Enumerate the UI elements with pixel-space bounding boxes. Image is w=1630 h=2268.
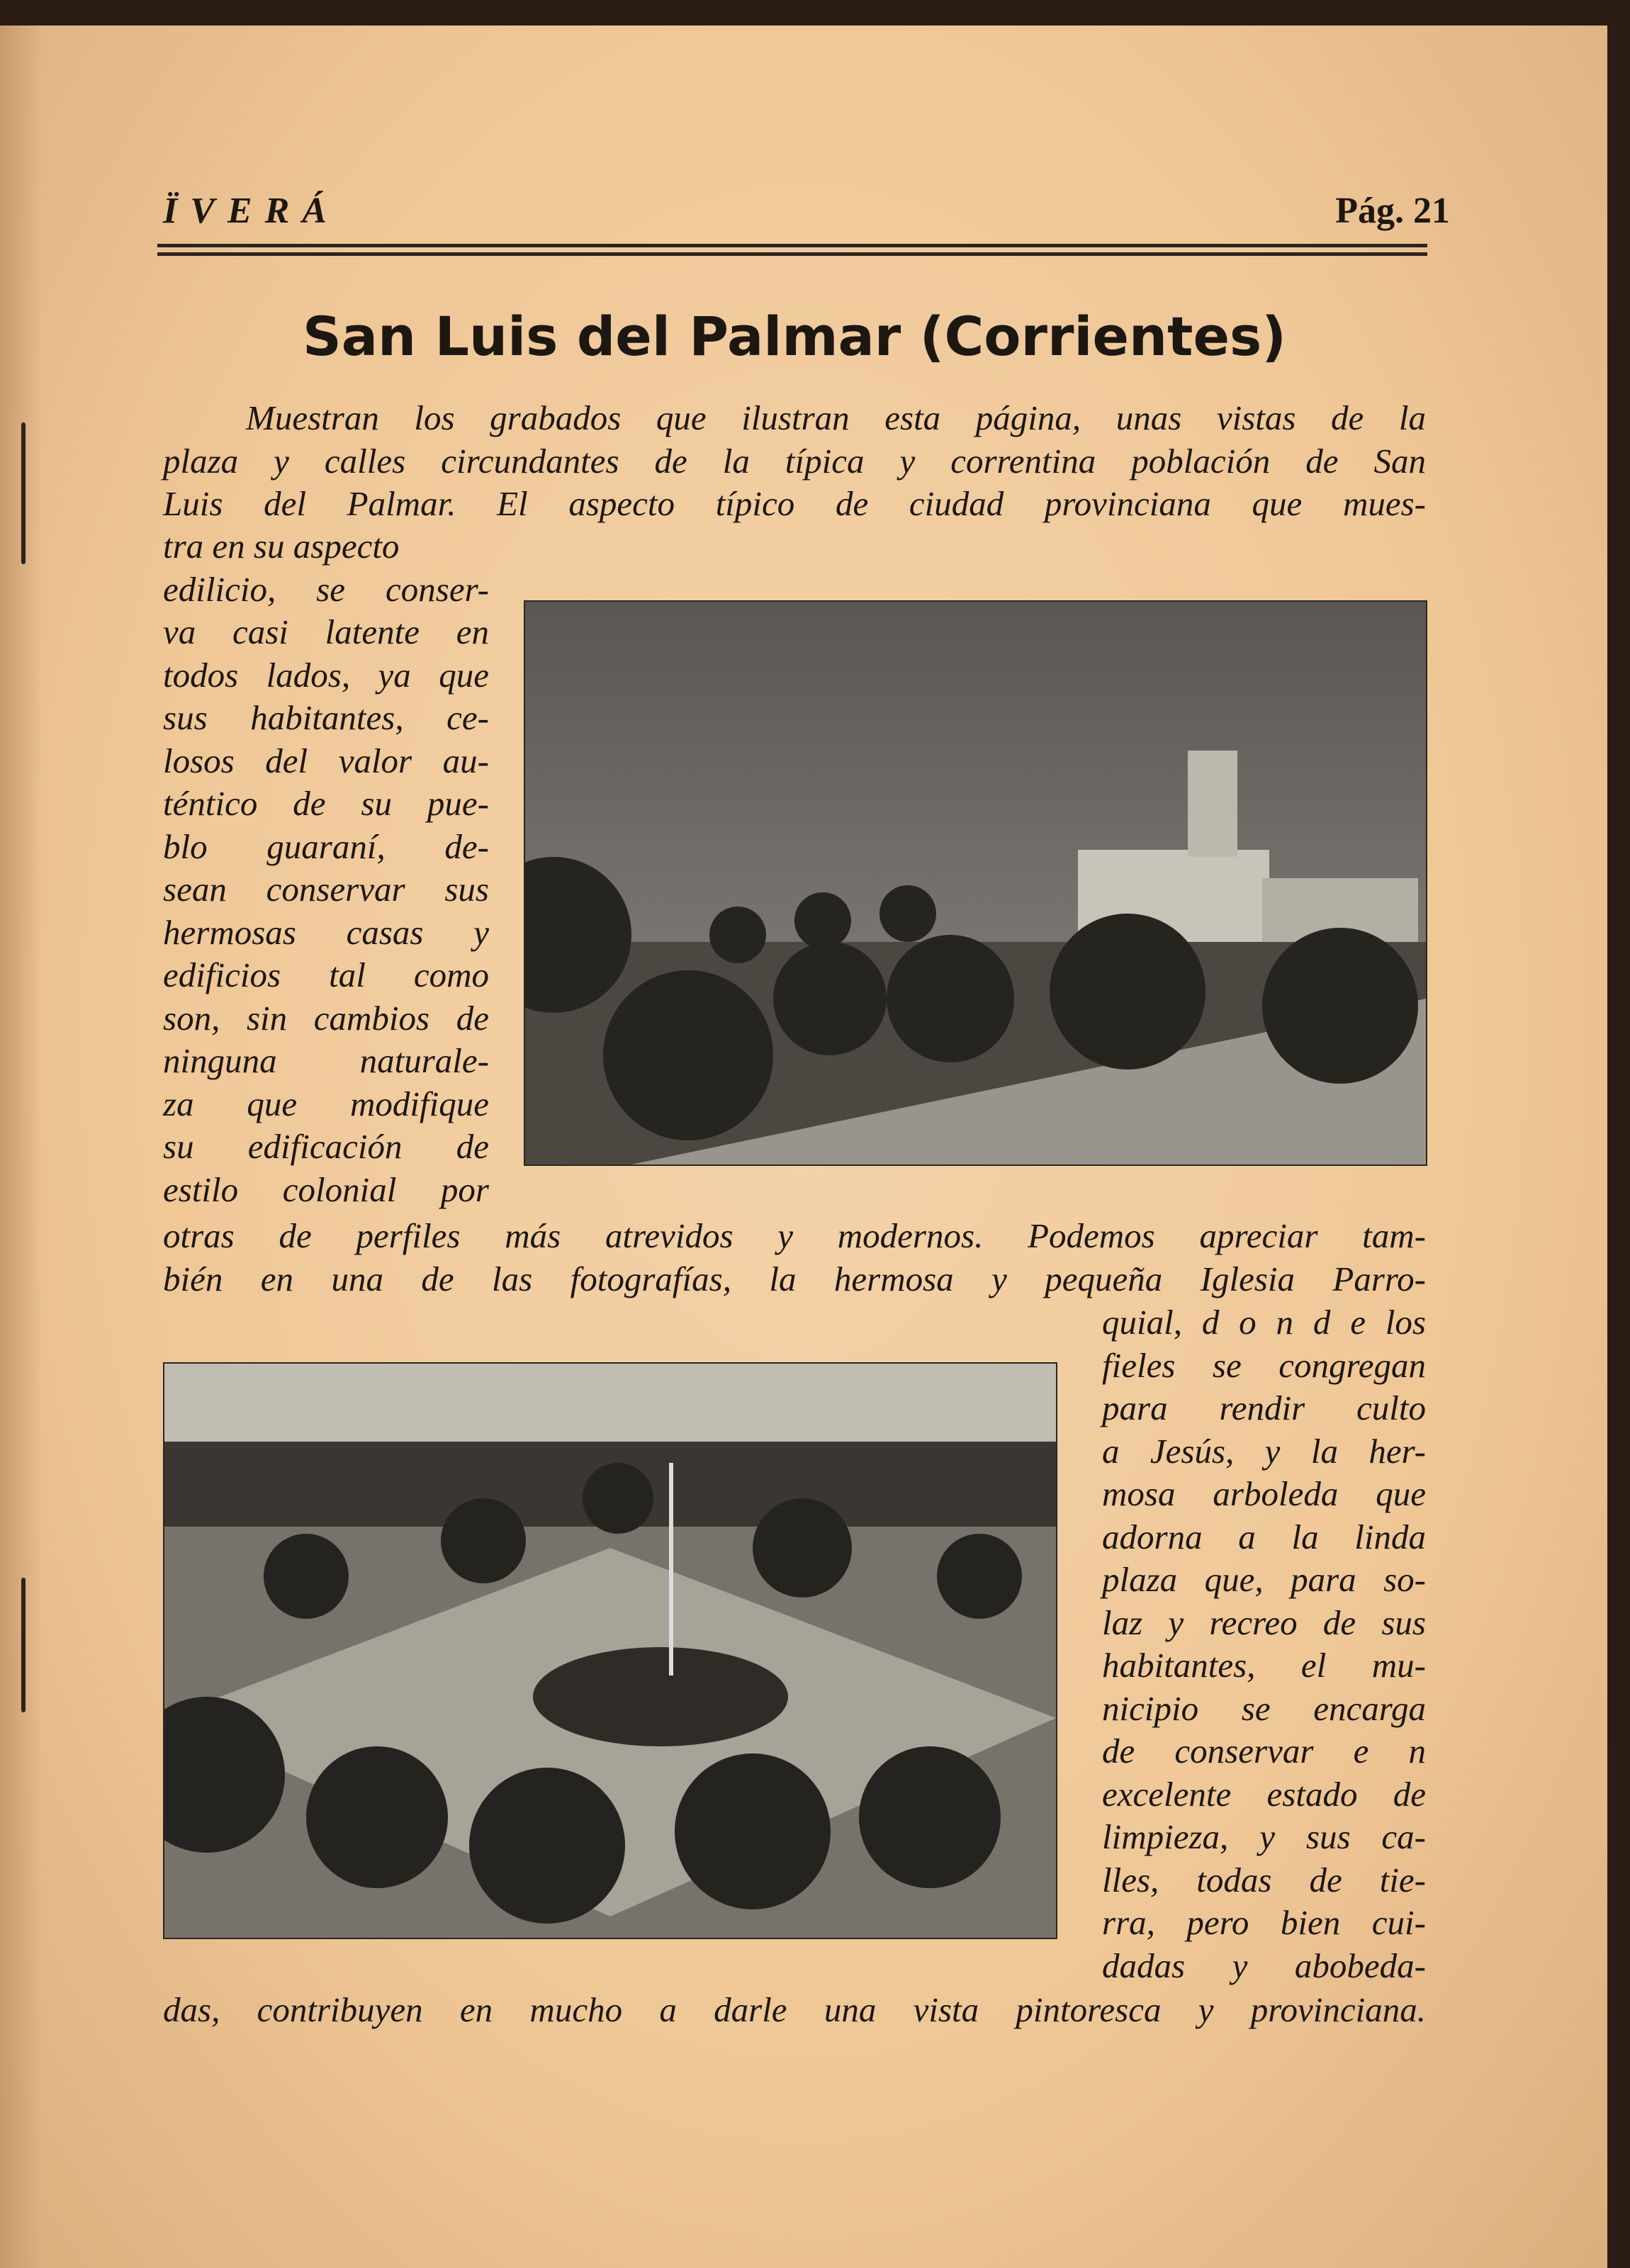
plaza-aerial-photo — [163, 1362, 1057, 1939]
text-line: ninguna naturale- — [163, 1041, 489, 1080]
text-line: losos del valor au- — [163, 741, 489, 780]
text-line: blo guaraní, de- — [163, 826, 489, 866]
text-line: plaza y calles circundantes de la típica y correntina población de San — [163, 441, 1426, 481]
text-line: quial, d o n d e los — [1102, 1303, 1426, 1342]
text-line: Muestran los grabados que ilustran esta página, unas vistas de la — [246, 398, 1426, 437]
page-number: Pág. 21 — [1335, 191, 1450, 231]
article-title: San Luis del Palmar (Corrientes) — [303, 305, 1286, 368]
text-line: adorna a la linda — [1102, 1517, 1426, 1556]
text-line: za que modifique — [163, 1084, 489, 1123]
text-line: Luis del Palmar. El aspecto típico de ciudad provinciana que mues- — [163, 484, 1426, 523]
text-line: estilo colonial por — [163, 1169, 489, 1209]
church-plaza-photo — [524, 600, 1427, 1166]
text-line: hermosas casas y — [163, 912, 489, 952]
text-line: bién en una de las fotografías, la hermosa y pequeña Iglesia Parro- — [163, 1259, 1426, 1298]
text-line: a Jesús, y la her- — [1102, 1431, 1426, 1471]
text-line: mosa arboleda que — [1102, 1474, 1426, 1513]
text-line: sean conservar sus — [163, 870, 489, 909]
text-line: laz y recreo de sus — [1102, 1602, 1426, 1642]
text-line: das, contribuyen en mucho a darle una vista pintoresca y provinciana. — [163, 1990, 1426, 2029]
text-line: plaza que, para so- — [1102, 1560, 1426, 1599]
binding-stitch — [21, 1578, 26, 1712]
text-line: habitantes, el mu- — [1102, 1646, 1426, 1685]
text-line: fieles se congregan — [1102, 1345, 1426, 1385]
text-line: otras de perfiles más atrevidos y modernos. Podemos apreciar tam- — [163, 1216, 1426, 1255]
magazine-name: ÏVERÁ — [163, 191, 339, 231]
text-line: son, sin cambios de — [163, 998, 489, 1038]
header-rule — [157, 252, 1427, 256]
text-line: nicipio se encarga — [1102, 1688, 1426, 1728]
text-line: su edificación de — [163, 1127, 489, 1166]
text-line: sus habitantes, ce- — [163, 698, 489, 737]
text-line: todos lados, ya que — [163, 655, 489, 695]
text-line: edificios tal como — [163, 955, 489, 994]
text-line: va casi latente en — [163, 612, 489, 651]
text-line: para rendir culto — [1102, 1388, 1426, 1427]
text-line: rra, pero bien cui- — [1102, 1903, 1426, 1942]
text-line: edilicio, se conser- — [163, 569, 489, 609]
header-rule — [157, 244, 1427, 247]
text-line: excelente estado de — [1102, 1774, 1426, 1814]
text-line: tra en su aspecto — [163, 527, 400, 566]
text-line: téntico de su pue- — [163, 784, 489, 823]
text-line: limpieza, y sus ca- — [1102, 1817, 1426, 1856]
text-line: de conservar e n — [1102, 1731, 1426, 1770]
text-line: lles, todas de tie- — [1102, 1860, 1426, 1899]
text-line: dadas y abobeda- — [1102, 1946, 1426, 1985]
binding-stitch — [21, 422, 26, 564]
